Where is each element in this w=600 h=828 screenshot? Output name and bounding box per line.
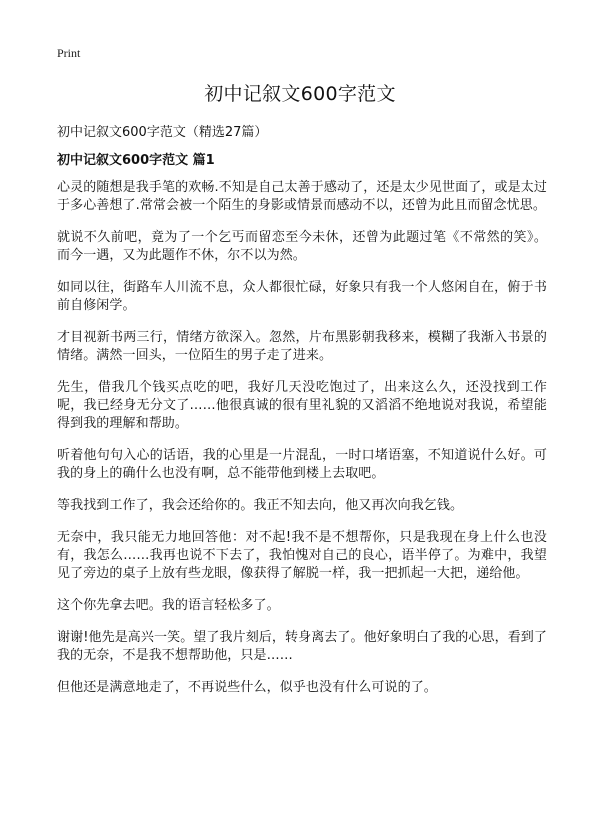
paragraph: 等我找到工作了，我会还给你的。我正不知去向，他又再次向我乞钱。 — [57, 498, 464, 513]
paragraph: 才目视新书两三行，情绪方欲深入。忽然，片布黑影朝我移来，模糊了我渐入书景的情绪。满然一回头，一位陌生的男子走了进来。 — [57, 330, 547, 363]
paragraph: 谢谢!他先是高兴一笑。望了我片刻后，转身离去了。他好象明白了我的心思，看到了我的无奈，不是我不想帮助他，只是…… — [57, 630, 548, 663]
article-body — [57, 152, 547, 711]
paragraph: 这个你先拿去吧。我的语言轻松多了。 — [57, 598, 280, 613]
print-link[interactable]: Print — [57, 46, 81, 60]
paragraph: 但他还是满意地走了，不再说些什么，似乎也没有什么可说的了。 — [57, 680, 437, 695]
page-title: 初中记叙文600字范文 — [204, 83, 396, 105]
paragraph: 就说不久前吧，竟为了一个乞丐而留恋至今未休，还曾为此题过笔《不常然的笑》。而今一遇，又为此题作不休，尔不以为然。 — [57, 230, 547, 263]
paragraph: 先生，借我几个钱买点吃的吧，我好几天没吃饱过了，出来这么久，还没找到工作呢，我已经身无分文了……他很真诚的很有里礼貌的又滔滔不绝地说对我说，希望能得到我的理解和帮助。 — [57, 380, 547, 431]
paragraph: 听着他句句入心的话语，我的心里是一片混乱，一时口堵语塞，不知道说什么好。可我的身上的确什么也没有啊，总不能带他到楼上去取吧。 — [57, 448, 547, 481]
paragraph: 无奈中，我只能无力地回答他：对不起!我不是不想帮你，只是我现在身上什么也没有，我怎么……我再也说不下去了，我怕愧对自己的良心，语半停了。为难中，我望见了旁边的桌子上放有些龙眼，像获得了解脱一样，我一把抓起一大把，递给他。 — [57, 530, 547, 581]
paragraph: 心灵的随想是我手笔的欢畅.不知是自己太善于感动了，还是太少见世面了，或是太过于多心善想了.常常会被一个陌生的身影或情景而感动不以，还曾为此且而留念忧思。 — [57, 180, 547, 213]
document-subtitle: 初中记叙文600字范文（精选27篇） — [57, 125, 268, 140]
paragraph: 如同以往，街路车人川流不息，众人都很忙碌，好象只有我一个人悠闲自在，俯于书前自修闲学。 — [57, 280, 547, 313]
section-heading: 初中记叙文600字范文 篇1 — [57, 153, 215, 168]
